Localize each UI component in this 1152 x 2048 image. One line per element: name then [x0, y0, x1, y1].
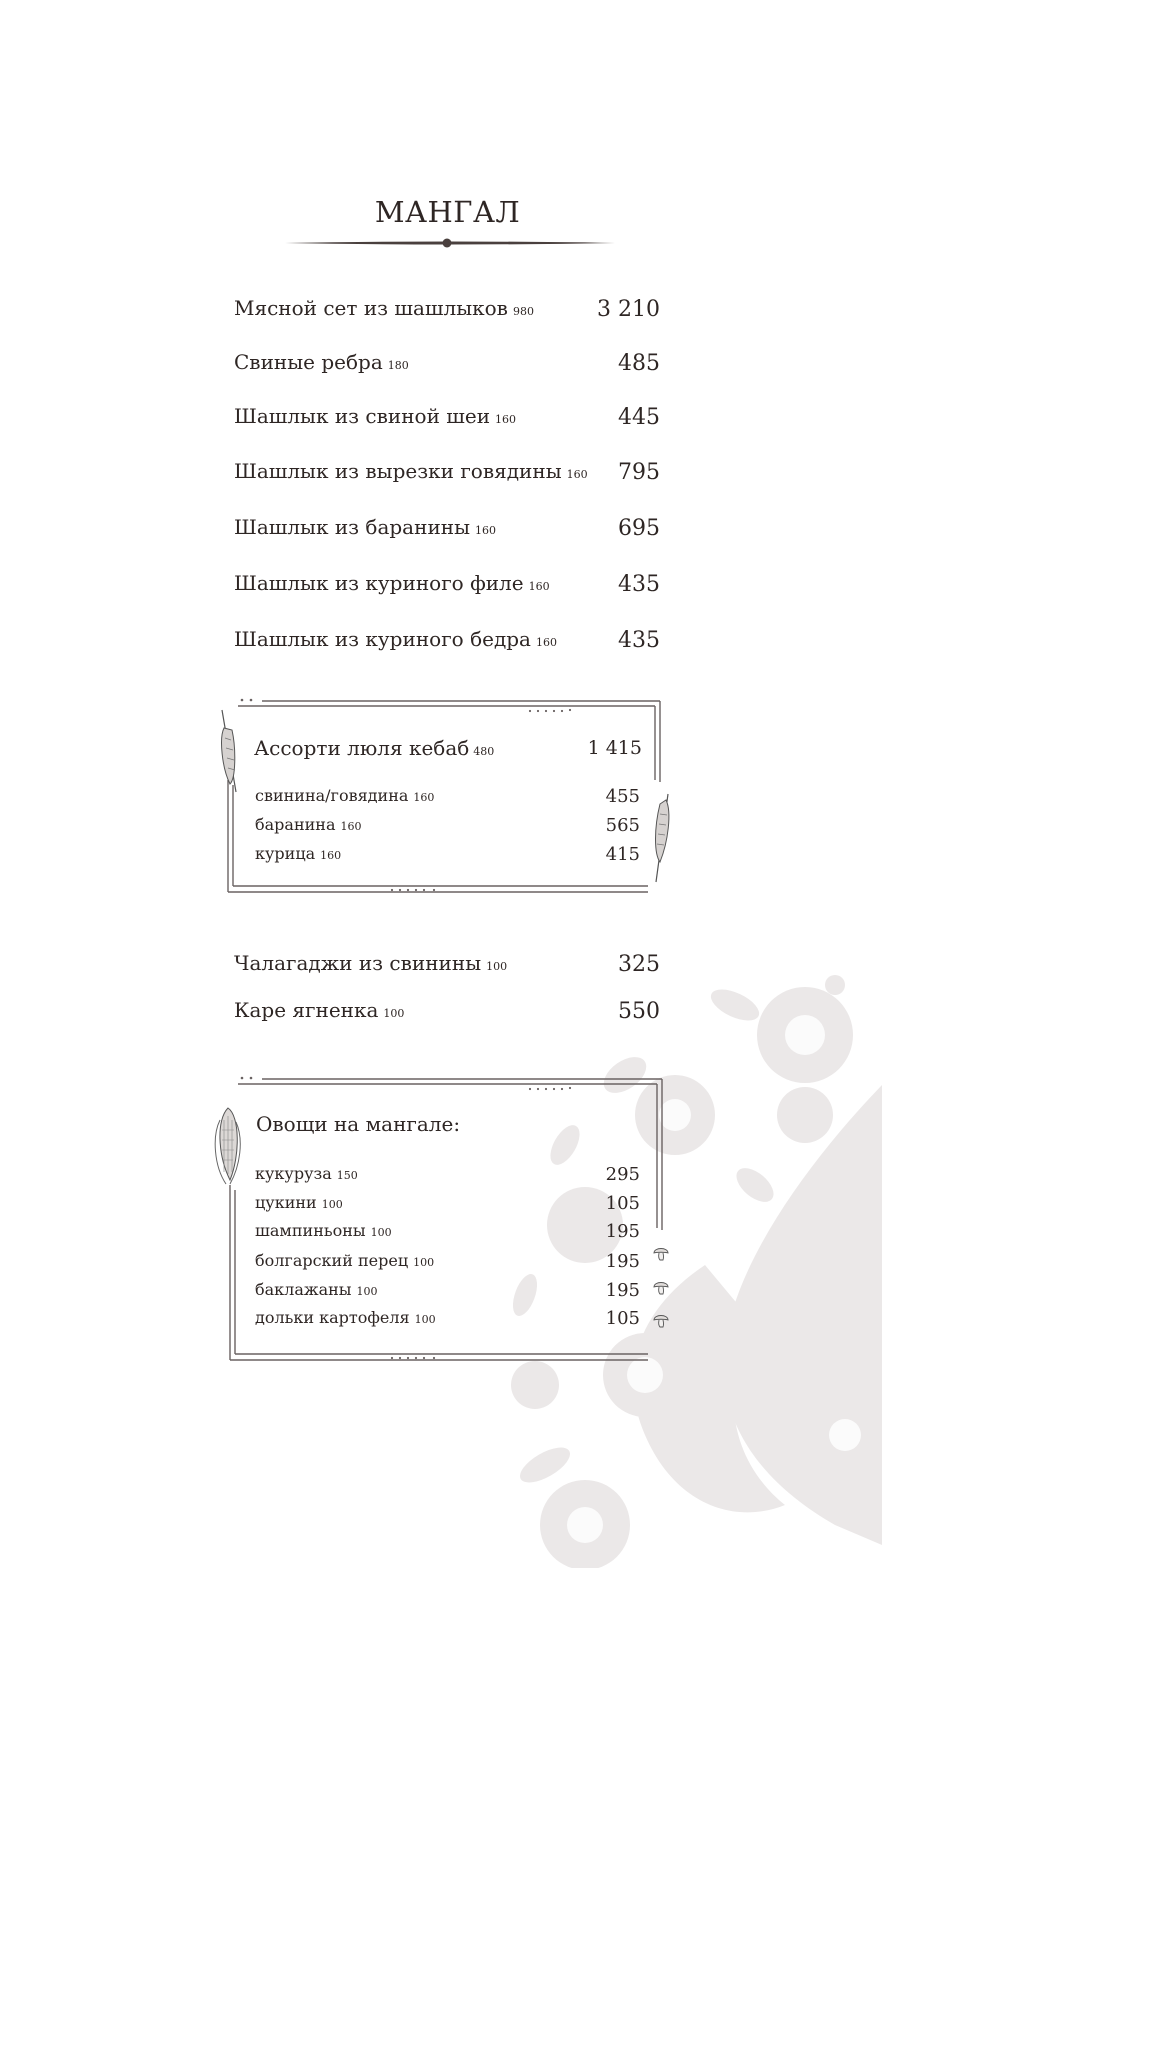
item-name: Шашлык из свиной шеи: [234, 404, 491, 428]
item-price: 455: [605, 786, 640, 807]
veg-section-title: Овощи на мангале:: [256, 1112, 461, 1136]
item-weight: 160: [566, 468, 588, 481]
menu-item: [234, 292, 660, 322]
item-name: Шашлык из куриного бедра: [234, 627, 531, 651]
item-weight: 160: [320, 849, 342, 862]
item-price: 105: [605, 1308, 640, 1329]
item-name: курица: [255, 844, 316, 863]
item-price: 565: [605, 815, 640, 836]
item-weight: 480: [473, 745, 495, 758]
item-weight: 100: [414, 1313, 436, 1326]
menu-item: [234, 623, 660, 653]
kebab-skewer-icon: [648, 792, 674, 884]
item-name: Свиные ребра: [234, 350, 383, 374]
item-name: Чалагаджи из свинины: [234, 951, 482, 975]
item-price: 415: [605, 844, 640, 865]
section-title: МАНГАЛ: [374, 195, 521, 229]
item-price: 105: [605, 1193, 640, 1214]
item-name: Каре ягненка: [234, 998, 379, 1022]
mushroom-icon: [652, 1244, 670, 1262]
item-weight: 100: [486, 960, 508, 973]
menu-item: [234, 947, 660, 977]
item-weight: 160: [413, 791, 435, 804]
sub-item: [255, 1161, 640, 1185]
item-weight: 160: [528, 580, 550, 593]
item-price: 795: [618, 460, 660, 485]
sub-item: [255, 1305, 640, 1329]
sub-item: [255, 1248, 640, 1272]
kebab-assortment-title: [254, 736, 494, 760]
item-price: 695: [618, 516, 660, 541]
item-name: Шашлык из вырезки говядины: [234, 459, 562, 483]
menu-item: [234, 346, 660, 376]
item-name: Мясной сет из шашлыков: [234, 296, 508, 320]
item-price: 550: [618, 999, 660, 1024]
item-price: 295: [605, 1164, 640, 1185]
item-name: болгарский перец: [255, 1251, 409, 1270]
mushroom-icon: [652, 1311, 670, 1329]
item-weight: 160: [535, 636, 557, 649]
title-divider: [285, 236, 615, 250]
menu-item: [234, 994, 660, 1024]
sub-item: [255, 1277, 640, 1301]
item-weight: 160: [340, 820, 362, 833]
item-price: 445: [618, 405, 660, 430]
item-name: цукини: [255, 1193, 317, 1212]
menu-item: [234, 400, 660, 430]
item-name: кукуруза: [255, 1164, 332, 1183]
kebab-skewer-icon: [216, 708, 242, 794]
item-price: 1 415: [587, 737, 642, 759]
corn-icon: [210, 1106, 246, 1186]
item-name: Ассорти люля кебаб: [254, 736, 470, 760]
sub-item: [255, 1190, 640, 1214]
item-name: Шашлык из куриного филе: [234, 571, 524, 595]
item-price: 195: [605, 1221, 640, 1242]
item-weight: 100: [370, 1226, 392, 1239]
item-name: Шашлык из баранины: [234, 515, 471, 539]
item-weight: 180: [387, 359, 409, 372]
item-name: шампиньоны: [255, 1221, 366, 1240]
item-price: 195: [605, 1280, 640, 1301]
item-weight: 100: [321, 1198, 343, 1211]
item-price: 325: [618, 952, 660, 977]
item-weight: 100: [356, 1285, 378, 1298]
item-price: 3 210: [597, 297, 660, 322]
item-weight: 160: [475, 524, 497, 537]
item-name: свинина/говядина: [255, 786, 409, 805]
menu-item: [234, 567, 660, 597]
item-weight: 150: [336, 1169, 358, 1182]
item-name: баранина: [255, 815, 336, 834]
item-price: 435: [618, 628, 660, 653]
item-weight: 100: [383, 1007, 405, 1020]
item-price: 435: [618, 572, 660, 597]
menu-item: [234, 511, 660, 541]
sub-item: [255, 812, 640, 836]
item-price: 195: [605, 1251, 640, 1272]
sub-item: [255, 841, 640, 865]
item-weight: 160: [495, 413, 517, 426]
sub-item: [255, 783, 640, 807]
item-price: 485: [618, 351, 660, 376]
sub-item: [255, 1218, 640, 1242]
item-name: баклажаны: [255, 1280, 352, 1299]
item-weight: 100: [413, 1256, 435, 1269]
menu-item: [234, 455, 660, 485]
item-weight: 980: [512, 305, 534, 318]
mushroom-icon: [652, 1278, 670, 1296]
item-name: дольки картофеля: [255, 1308, 410, 1327]
